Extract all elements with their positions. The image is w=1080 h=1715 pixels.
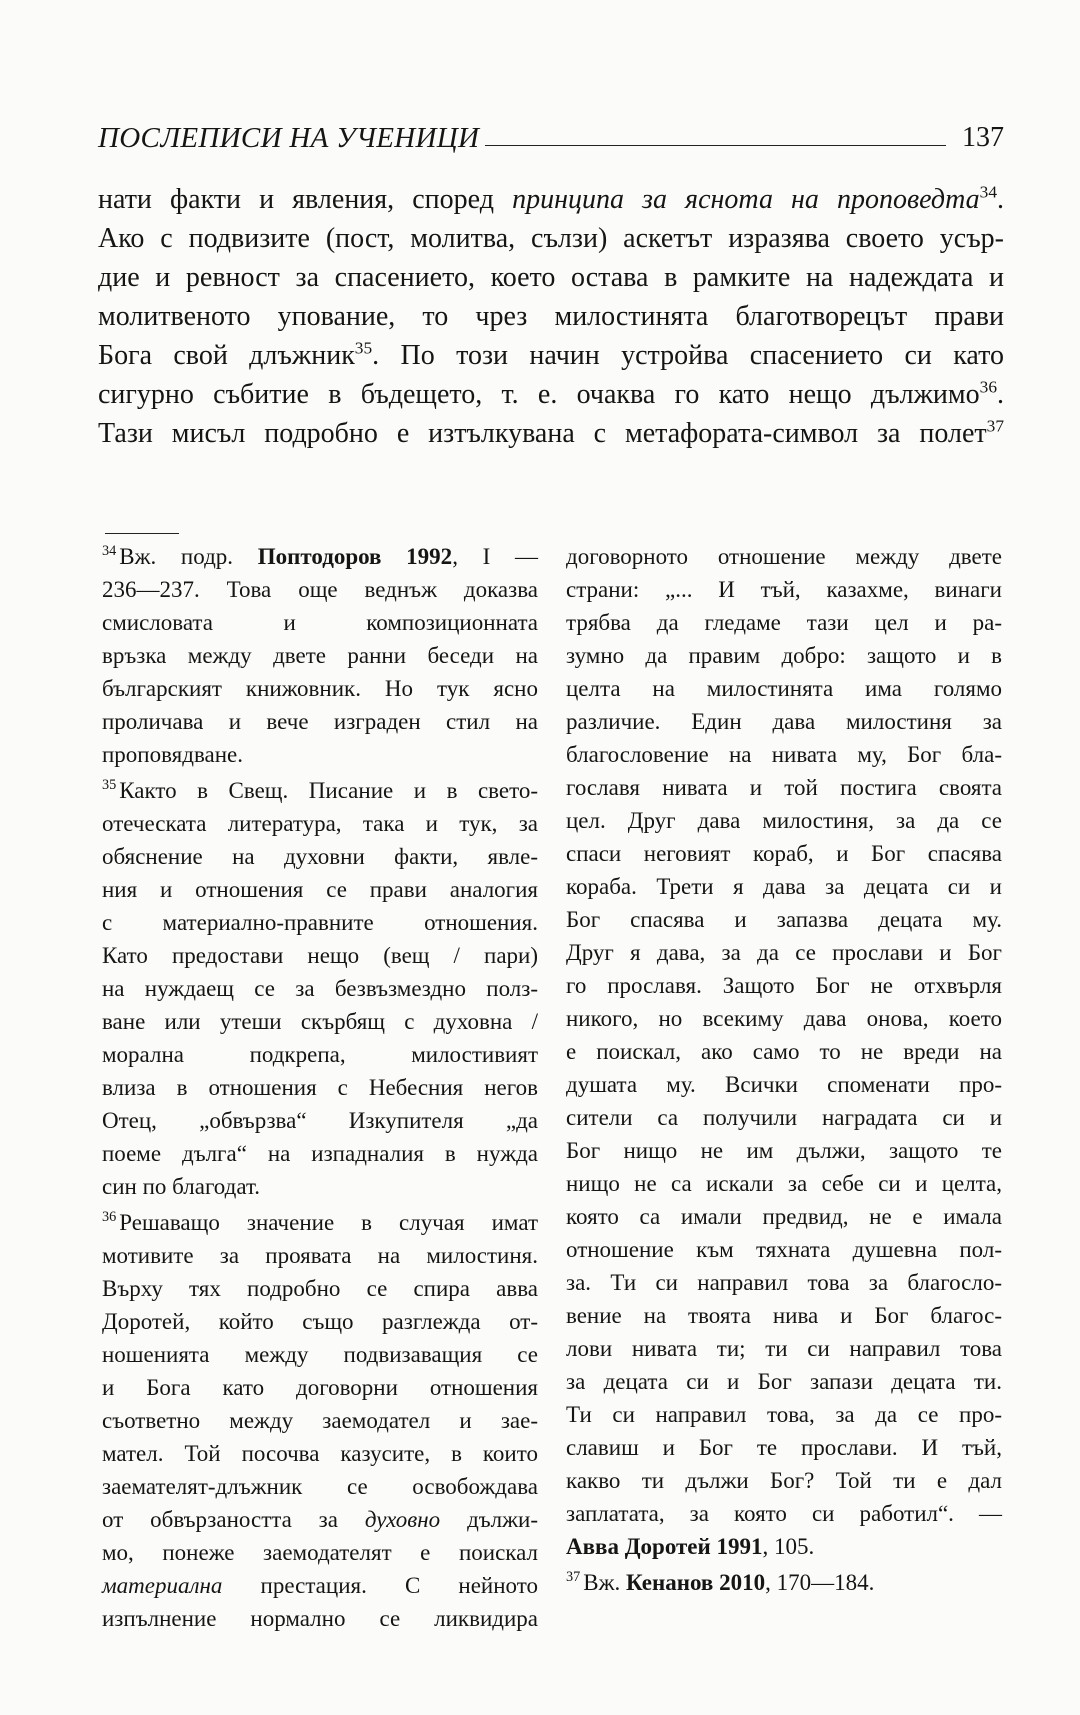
- footnote-ref-35: 35: [354, 338, 373, 358]
- footnote-34: $^{34}$ Вж. подр. Поптодоров 1992, I — 236—237. Това още веднъж доказва смисловата и композиционната връзка между двете ранни беседи на българският книжовник. Но тук ясно проличава и вече изграден стил на проповядване.: [102, 543, 538, 767]
- main-line-7: Тази мисъл подробно е изтълкувана с метафората-символ за полет$^{37}$: [98, 416, 1004, 449]
- main-line-5: Бога свой длъжник$^{35}$. По този начин устройва спасението си като: [98, 338, 1004, 371]
- main-line-3: дие и ревност за спасението, което остава в рамките на надеждата и: [98, 262, 1004, 293]
- footnote-ref-36: 36: [979, 377, 997, 397]
- main-text: [98, 180, 1004, 453]
- footnotes-right-column: [566, 540, 1002, 1602]
- main-line-1: нати факти и явления, според принципа за яснота на проповедта$^{34}$.: [98, 182, 1004, 215]
- page-number: 137: [962, 122, 1004, 153]
- footnotes-left-column: [102, 540, 538, 1638]
- main-line-6: сигурно събитие в бъдещето, т. е. очаква го като нещо дължимо$^{36}$.: [98, 377, 1004, 410]
- running-title: ПОСЛЕПИСИ НА УЧЕНИЦИ: [98, 121, 480, 154]
- footnote-35: $^{35}$ Както в Свещ. Писание и в свето- отеческата литература, така и тук, за обяснение на духовни факти, явле- ния и отношения се прави аналогия с материално-правните отношения. Като предостави нещо (вещ / пари) на нуждаещ се за безвъзмездно полз- ване или утеши скърбящ с духовна / морална подкрепа, милостивият влиза в отношения с Небесния негов Отец, „обвързва“ Изкупителя „да поеме дълга“ на изпадналия в нужда син по благодат.: [102, 777, 538, 1199]
- footnote-36-continued: договорното отношение между двете страни: „... И тъй, казахме, винаги трябва да гледаме тази цел и ра- зумно да правим добро: защото и в целта на милостинята има голямо различие. Един дава милостиня за благословение на нивата му, Бог бла- гославя нивата и той постига своята цел. Друг дава милостиня, за да се спаси неговият кораб, и Бог спасява кораба. Трети я дава за децата си и Бог спасява и запазва децата му. Друг я дава, за да се прослави и Бог го прославя. Защото Бог не отхвърля никого, но всекиму дава онова, което е поискал, ако само то не вреди на душата му. Всички споменати про- сители са получили наградата си и Бог нищо не им дължи, защото те нищо не са искали за себе си и целта, която са имали предвид, не е имала отношение към тяхната душевна пол- за. Ти си направил това за благосло- вение на твоята нива и Бог благос- лови нивата ти; ти си направил това за децата си и Бог запази децата ти. Ти си направил това, за да се про- славиш и Бог те прослави. И тъй, какво ти дължи Бог? Той ти е дал заплатата, за която си работил“. — Авва Доротей 1991, 105.: [566, 544, 1002, 1559]
- header-rule: [485, 145, 946, 146]
- footnote-separator: [105, 533, 179, 534]
- running-head: [98, 118, 1004, 158]
- main-line-4: молитвеното упование, то чрез милостинята благотворецът прави: [98, 301, 1004, 332]
- footnote-ref-34: 34: [979, 182, 997, 202]
- footnote-36: $^{36}$ Решаващо значение в случая имат мотивите за проявата на милостиня. Върху тях подробно се спира авва Доротей, който също разглежда от- ношенията между подвизаващия се и Бога като договорни отношения съответно между заемодател и зае- мател. Той посочва казусите, в които заемателят-длъжник се освобождава от обвързаността за духовно дължи- мо, понеже заемодателят е поискал материална престация. С нейното изпълнение нормално се ликвидира: [102, 1209, 539, 1631]
- footnote-37: $^{37}$ Вж. Кенанов 2010, 170—184.: [566, 1569, 875, 1595]
- footnote-ref-37: 37: [986, 416, 1004, 436]
- main-line-2: Ако с подвизите (пост, молитва, сълзи) аскетът изразява своето усър-: [98, 223, 1004, 254]
